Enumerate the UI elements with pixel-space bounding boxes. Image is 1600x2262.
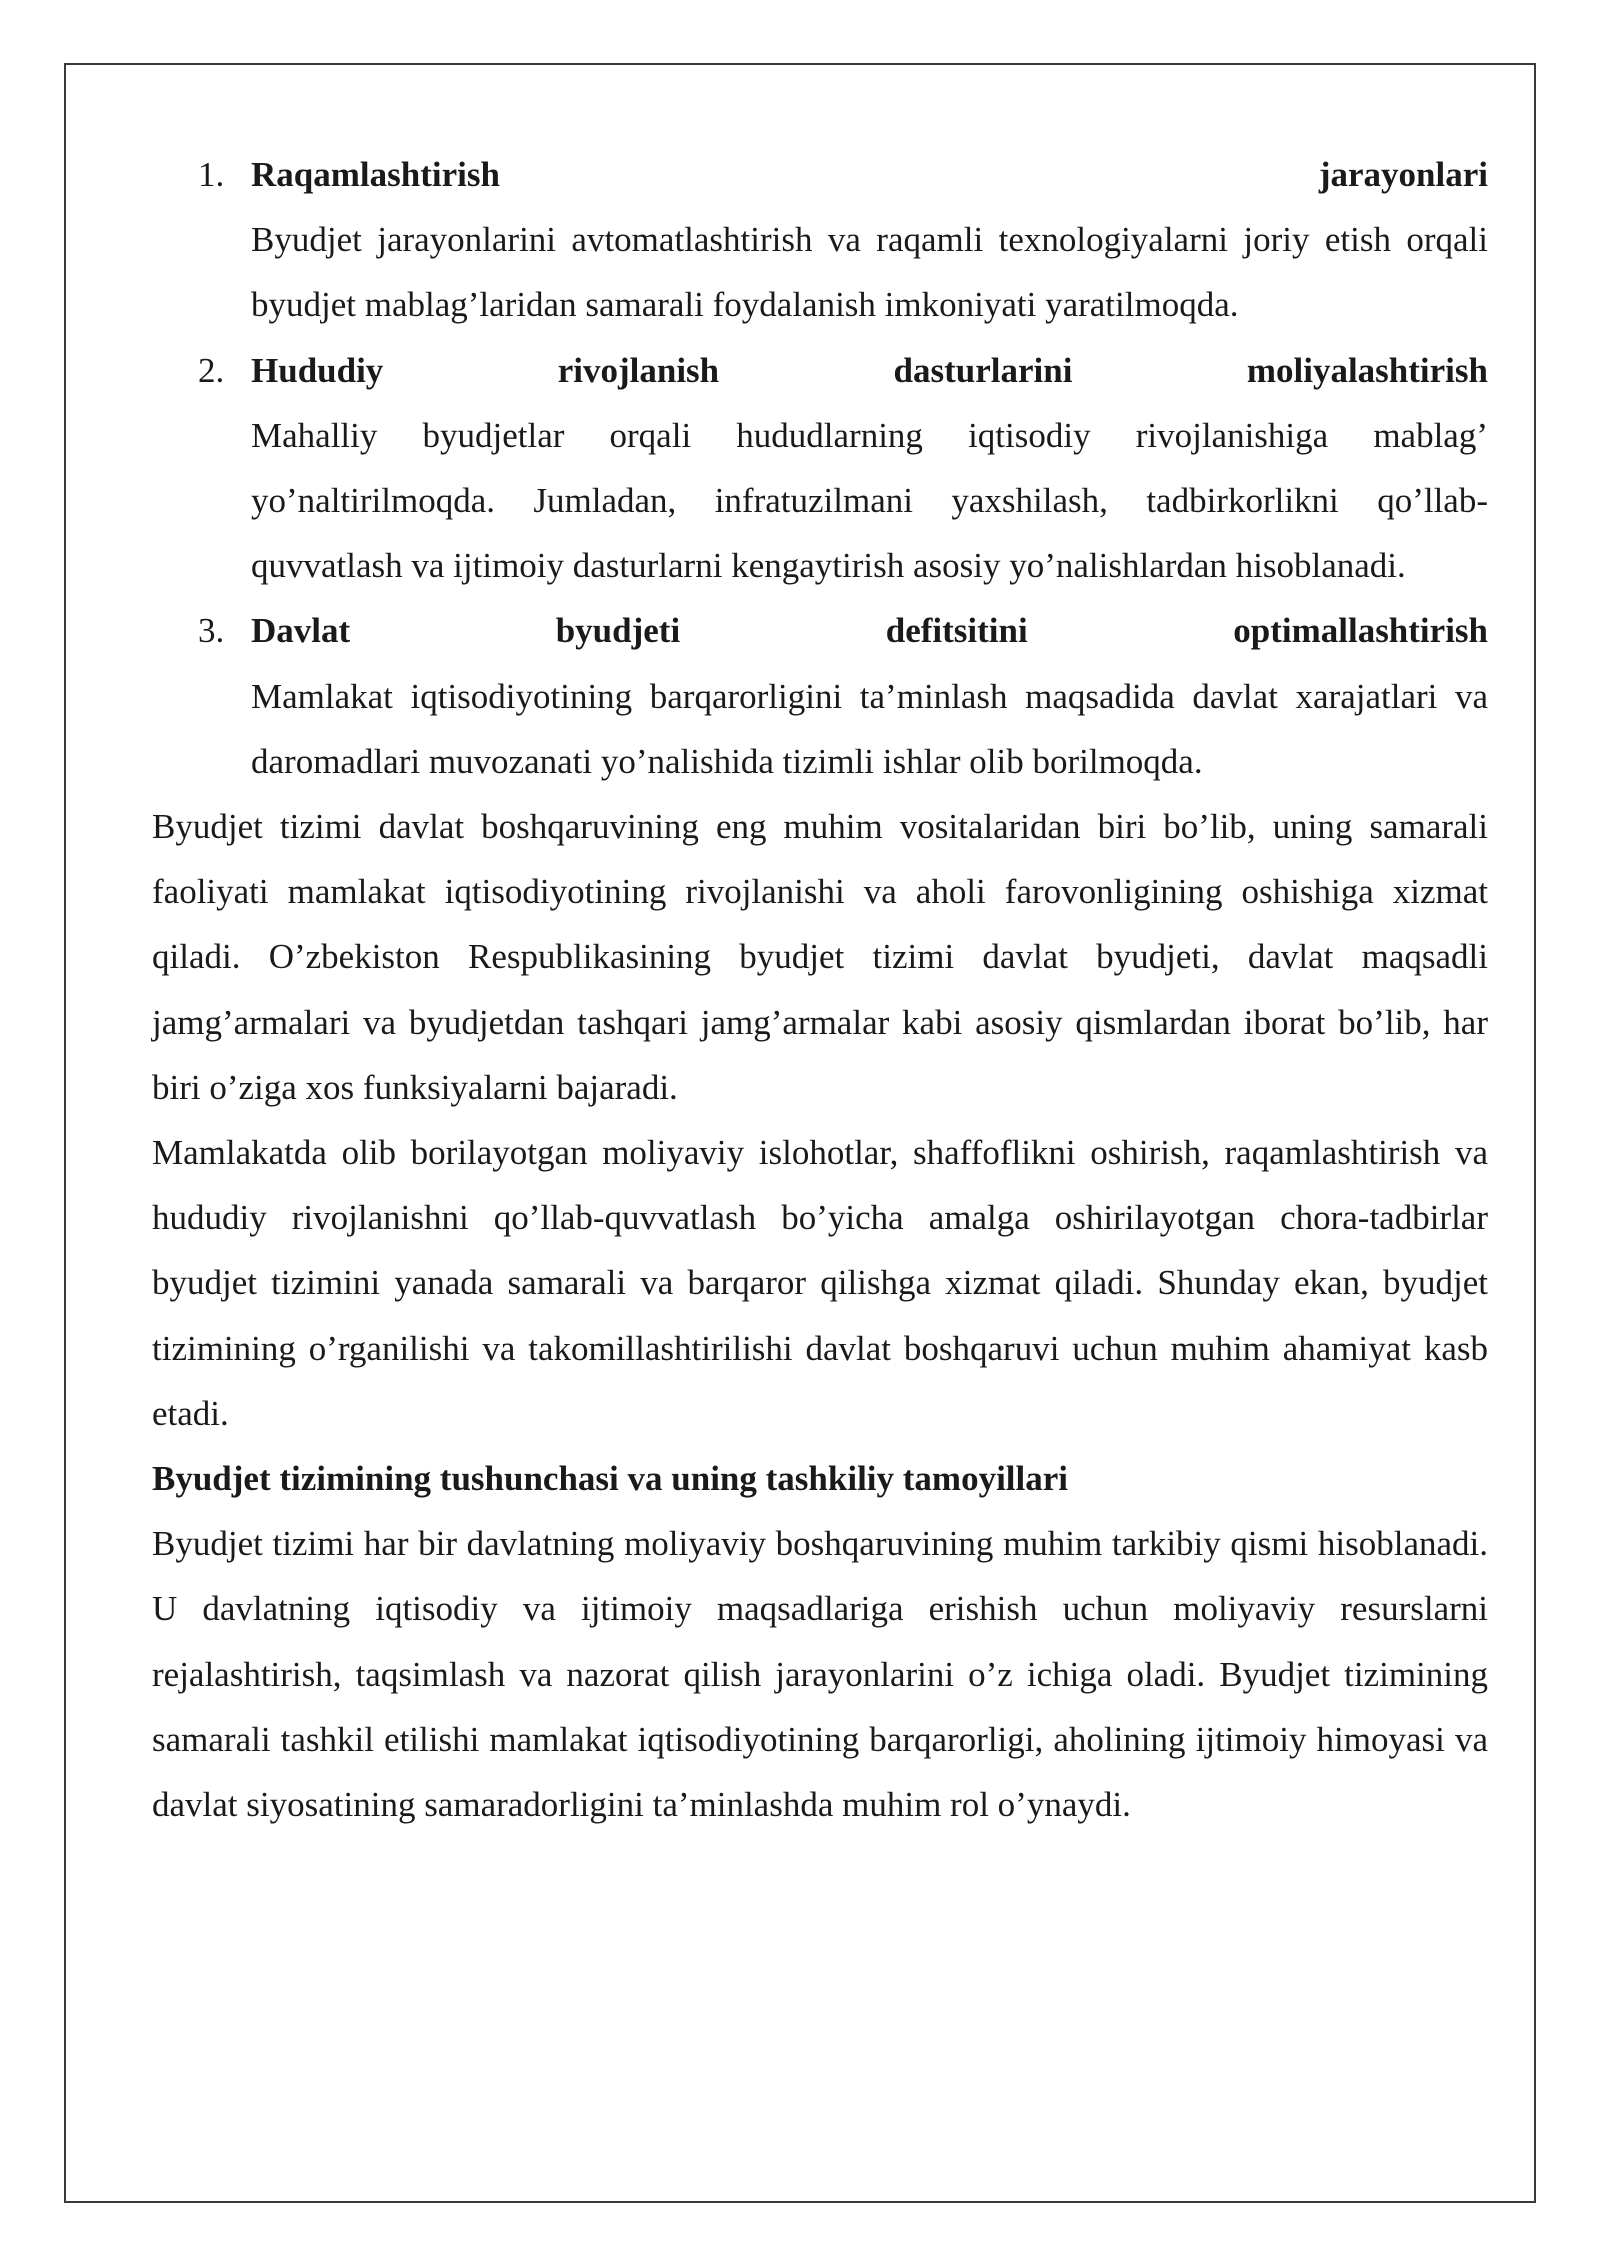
paragraph: Mamlakatda olib borilayotgan moliyaviy islohotlar, shaffoflikni oshirish, raqamlashtirish va hududiy rivojlanishni qo’llab-quvvatlash bo’yicha amalga oshirilayotgan chora-tadbirlar byudjet tizimini yanada samarali va barqaror qilishga xizmat qiladi. Shunday ekan, byudjet tizimining o’rganilishi va takomillashtirilishi davlat boshqaruvi uchun muhim ahamiyat kasb etadi.	[152, 1133, 1488, 1433]
document-body	[152, 142, 1488, 1837]
list-item-number: 3.	[198, 611, 225, 651]
list-item-title: Hududiy rivojlanish dasturlarini moliyalashtirish	[251, 350, 1488, 390]
paragraph: Byudjet tizimi davlat boshqaruvining eng muhim vositalaridan biri bo’lib, uning samarali faoliyati mamlakat iqtisodiyotining rivojlanishi va aholi farovonligining oshishiga xizmat qiladi. O’zbekiston Respublikasining byudjet tizimi davlat byudjeti, davlat maqsadli jamg’armalari va byudjetdan tashqari jamg’armalar kabi asosiy qismlardan iborat bo’lib, har biri o’ziga xos funksiyalarni bajaradi.	[152, 807, 1488, 1107]
list-item	[152, 598, 1488, 794]
list-item-body: Byudjet jarayonlarini avtomatlashtirish va raqamli texnologiyalarni joriy etish orqali byudjet mablag’laridan samarali foydalanish imkoniyati yaratilmoqda.	[251, 220, 1488, 325]
list-item	[152, 142, 1488, 338]
list-item-title: Davlat byudjeti defitsitini optimallashtirish	[251, 611, 1488, 651]
list-item	[152, 338, 1488, 599]
list-item-body: Mamlakat iqtisodiyotining barqarorligini ta’minlash maqsadida davlat xarajatlari va daromadlari muvozanati yo’nalishida tizimli ishlar olib borilmoqda.	[251, 676, 1488, 781]
list-item-number: 2.	[198, 350, 225, 390]
list-item-number: 1.	[198, 155, 225, 194]
section-heading: Byudjet tizimining tushunchasi va uning tashkiliy tamoyillari	[152, 1459, 1069, 1499]
list-item-title: Raqamlashtirish jarayonlari	[251, 155, 1488, 194]
list-item-body: Mahalliy byudjetlar orqali hududlarning iqtisodiy rivojlanishiga mablag’ yo’naltirilmoqda. Jumladan, infratuzilmani yaxshilash, tadbirkorlikni qo’llab-quvvatlash va ijtimoiy dasturlarni kengaytirish asosiy yo’nalishlardan hisoblanadi.	[251, 415, 1488, 586]
paragraph: Byudjet tizimi har bir davlatning moliyaviy boshqaruvining muhim tarkibiy qismi hisoblanadi. U davlatning iqtisodiy va ijtimoiy maqsadlariga erishish uchun moliyaviy resurslarni rejalashtirish, taqsimlash va nazorat qilish jarayonlarini o’z ichiga oladi. Byudjet tizimining samarali tashkil etilishi mamlakat iqtisodiyotining barqarorligi, aholining ijtimoiy himoyasi va davlat siyosatining samaradorligini ta’minlashda muhim rol o’ynaydi.	[152, 1524, 1488, 1825]
